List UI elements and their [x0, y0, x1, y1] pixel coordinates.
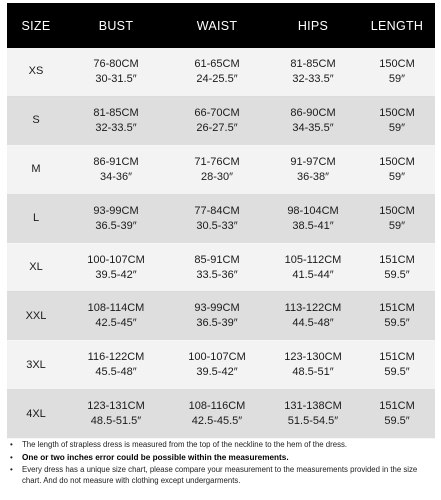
- note-text: Every dress has a unique size chart, please compare your measurement to the measurements provided in the size chart. And do not measure with clothing except undergarments.: [22, 465, 418, 485]
- length-inch-value: 59.5″: [384, 268, 410, 281]
- hips-cell: [267, 145, 359, 194]
- bust-cm-value: 93-99CM: [93, 204, 139, 217]
- hips-inch-value: 38.5-41″: [292, 219, 334, 232]
- hips-inch-value: 36-38″: [296, 170, 330, 183]
- notes-list: [10, 440, 436, 488]
- length-cm-value: 151CM: [379, 400, 415, 413]
- length-cell: [359, 292, 435, 341]
- hips-inch-value: 44.5-48″: [292, 317, 334, 330]
- length-inch-value: 59″: [388, 121, 406, 134]
- bullet-dot-icon: •: [10, 465, 13, 474]
- hips-cell: [267, 292, 359, 341]
- hips-inch-value: 41.5-44″: [292, 268, 334, 281]
- bust-cm-value: 86-91CM: [93, 155, 139, 168]
- waist-inch-value: 28-30″: [200, 170, 234, 183]
- size-table: [7, 3, 435, 439]
- hips-cell: [267, 96, 359, 145]
- length-inch-value: 59″: [388, 219, 406, 232]
- bust-cell: [65, 390, 167, 439]
- size-label: S: [7, 96, 65, 145]
- size-label: XL: [7, 243, 65, 292]
- hips-cm-value: 123-130CM: [284, 351, 342, 364]
- bust-cell: [65, 194, 167, 243]
- hips-cell: [267, 48, 359, 96]
- bust-inch-value: 45.5-48″: [95, 366, 137, 379]
- hips-inch-value: 48.5-51″: [292, 366, 334, 379]
- table-row: [7, 48, 435, 96]
- header-waist: WAIST: [167, 3, 267, 48]
- length-cell: [359, 243, 435, 292]
- length-cm-value: 150CM: [379, 204, 415, 217]
- length-cm-value: 151CM: [379, 253, 415, 266]
- hips-cell: [267, 243, 359, 292]
- waist-cell: [167, 145, 267, 194]
- header-bust: BUST: [65, 3, 167, 48]
- waist-inch-value: 30.5-33″: [196, 219, 238, 232]
- waist-cm-value: 61-65CM: [194, 57, 240, 70]
- note-item: [10, 453, 436, 464]
- hips-inch-value: 32-33.5″: [292, 72, 334, 85]
- waist-cell: [167, 243, 267, 292]
- waist-cm-value: 100-107CM: [188, 351, 246, 364]
- bust-cm-value: 100-107CM: [87, 253, 145, 266]
- length-cell: [359, 194, 435, 243]
- bust-inch-value: 30-31.5″: [95, 72, 137, 85]
- waist-inch-value: 26-27.5″: [196, 121, 238, 134]
- waist-cell: [167, 48, 267, 96]
- waist-cell: [167, 390, 267, 439]
- size-label: L: [7, 194, 65, 243]
- bust-cell: [65, 96, 167, 145]
- waist-inch-value: 42.5-45.5″: [191, 415, 243, 428]
- length-cell: [359, 390, 435, 439]
- hips-inch-value: 34-35.5″: [292, 121, 334, 134]
- header-size: SIZE: [7, 3, 65, 48]
- table-row: [7, 194, 435, 243]
- table-row: [7, 341, 435, 390]
- bust-inch-value: 32-33.5″: [95, 121, 137, 134]
- hips-cm-value: 113-122CM: [284, 302, 342, 315]
- note-text: The length of strapless dress is measured from the top of the neckline to the hem of the dress.: [22, 440, 348, 449]
- hips-cm-value: 86-90CM: [290, 106, 336, 119]
- hips-cm-value: 131-138CM: [284, 400, 342, 413]
- bust-inch-value: 39.5-42″: [95, 268, 137, 281]
- hips-cell: [267, 341, 359, 390]
- bust-cell: [65, 145, 167, 194]
- length-inch-value: 59″: [388, 170, 406, 183]
- size-label: 4XL: [7, 390, 65, 439]
- hips-inch-value: 51.5-54.5″: [287, 415, 339, 428]
- waist-inch-value: 39.5-42″: [196, 366, 238, 379]
- bust-cell: [65, 341, 167, 390]
- length-inch-value: 59″: [388, 72, 406, 85]
- size-label: XXL: [7, 292, 65, 341]
- size-label: XS: [7, 48, 65, 96]
- table-row: [7, 390, 435, 439]
- bust-cm-value: 123-131CM: [87, 400, 145, 413]
- table-header-row: [7, 3, 435, 48]
- bust-cell: [65, 292, 167, 341]
- waist-cell: [167, 194, 267, 243]
- waist-cm-value: 71-76CM: [194, 155, 240, 168]
- waist-cm-value: 85-91CM: [194, 253, 240, 266]
- bullet-dot-icon: •: [10, 440, 13, 449]
- bust-inch-value: 34-36″: [99, 170, 133, 183]
- bust-inch-value: 36.5-39″: [95, 219, 137, 232]
- hips-cm-value: 98-104CM: [287, 204, 339, 217]
- length-cell: [359, 341, 435, 390]
- hips-cell: [267, 390, 359, 439]
- bust-cm-value: 76-80CM: [93, 57, 139, 70]
- header-length: LENGTH: [359, 3, 435, 48]
- note-text: One or two inches error could be possible within the measurements.: [22, 452, 289, 462]
- waist-cm-value: 66-70CM: [194, 106, 240, 119]
- length-cell: [359, 145, 435, 194]
- length-cell: [359, 96, 435, 145]
- table-body: [7, 48, 435, 439]
- length-cm-value: 150CM: [379, 106, 415, 119]
- table-row: [7, 96, 435, 145]
- length-cm-value: 151CM: [379, 351, 415, 364]
- waist-cell: [167, 341, 267, 390]
- hips-cm-value: 81-85CM: [290, 57, 336, 70]
- table-row: [7, 292, 435, 341]
- waist-inch-value: 33.5-36″: [196, 268, 238, 281]
- length-inch-value: 59.5″: [384, 317, 410, 330]
- length-inch-value: 59.5″: [384, 415, 410, 428]
- waist-inch-value: 24-25.5″: [196, 72, 238, 85]
- length-cm-value: 150CM: [379, 155, 415, 168]
- header-hips: HIPS: [267, 3, 359, 48]
- bust-cm-value: 108-114CM: [87, 302, 145, 315]
- length-cm-value: 150CM: [379, 57, 415, 70]
- bust-cm-value: 81-85CM: [93, 106, 139, 119]
- waist-cell: [167, 96, 267, 145]
- waist-cm-value: 77-84CM: [194, 204, 240, 217]
- waist-cell: [167, 292, 267, 341]
- waist-cm-value: 108-116CM: [188, 400, 246, 413]
- waist-cm-value: 93-99CM: [194, 302, 240, 315]
- size-label: M: [7, 145, 65, 194]
- length-inch-value: 59.5″: [384, 366, 410, 379]
- size-label: 3XL: [7, 341, 65, 390]
- hips-cm-value: 91-97CM: [290, 155, 336, 168]
- note-item: [10, 465, 436, 486]
- hips-cell: [267, 194, 359, 243]
- table-row: [7, 243, 435, 292]
- bust-cell: [65, 243, 167, 292]
- bullet-dot-icon: •: [10, 452, 13, 462]
- bust-cell: [65, 48, 167, 96]
- waist-inch-value: 36.5-39″: [196, 317, 238, 330]
- bust-inch-value: 48.5-51.5″: [90, 415, 142, 428]
- hips-cm-value: 105-112CM: [284, 253, 342, 266]
- bust-cm-value: 116-122CM: [87, 351, 145, 364]
- bust-inch-value: 42.5-45″: [95, 317, 137, 330]
- length-cell: [359, 48, 435, 96]
- note-item: [10, 440, 436, 451]
- length-cm-value: 151CM: [379, 302, 415, 315]
- table-row: [7, 145, 435, 194]
